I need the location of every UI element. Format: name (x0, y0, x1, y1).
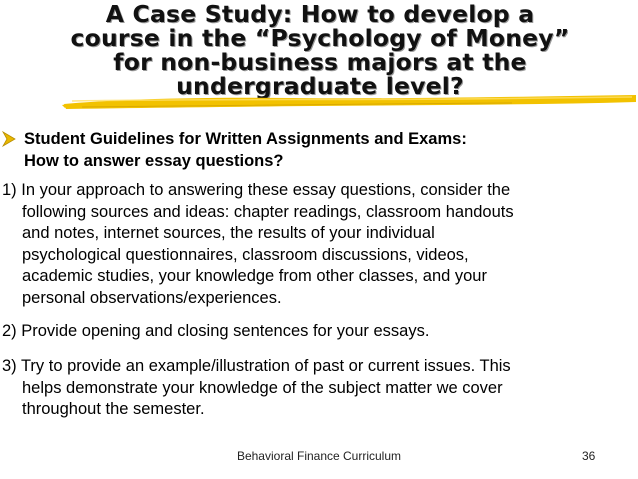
paragraph-line: psychological questionnaires, classroom discussions, videos, (22, 245, 469, 264)
title-line: for non-business majors at the (113, 48, 527, 76)
brush-stroke-underline (62, 93, 638, 111)
title-line: undergraduate level? (176, 72, 464, 100)
slide-title (40, 2, 600, 98)
paragraph-line: 1) In your approach to answering these essay questions, consider the (2, 181, 511, 199)
paragraph-line: helps demonstrate your knowledge of the subject matter we cover (22, 378, 503, 397)
footer-title: Behavioral Finance Curriculum (236, 449, 402, 463)
page-number: 36 (582, 449, 596, 463)
paragraph-line: and notes, internet sources, the results of your individual (22, 224, 435, 243)
paragraph-line: following sources and ideas: chapter readings, classroom handouts (22, 202, 514, 221)
paragraph-1 (2, 180, 622, 310)
bullet-heading-line: How to answer essay questions? (24, 152, 284, 170)
paragraph-3 (2, 356, 622, 421)
bullet-heading-line: Student Guidelines for Written Assignments and Exams: (24, 130, 467, 148)
paragraph-line: 3) Try to provide an example/illustration of past or current issues. This (2, 357, 511, 375)
title-line: A Case Study: How to develop a (105, 0, 535, 28)
paragraph-line: 2) Provide opening and closing sentences for your essays. (2, 322, 430, 340)
paragraph-line: academic studies, your knowledge from other classes, and your (22, 267, 487, 286)
title-line: course in the “Psychology of Money” (70, 24, 570, 52)
paragraph-line: throughout the semester. (22, 400, 205, 419)
arrow-bullet-icon (2, 131, 16, 147)
paragraph-2 (2, 321, 622, 343)
paragraph-line: personal observations/experiences. (22, 288, 282, 307)
